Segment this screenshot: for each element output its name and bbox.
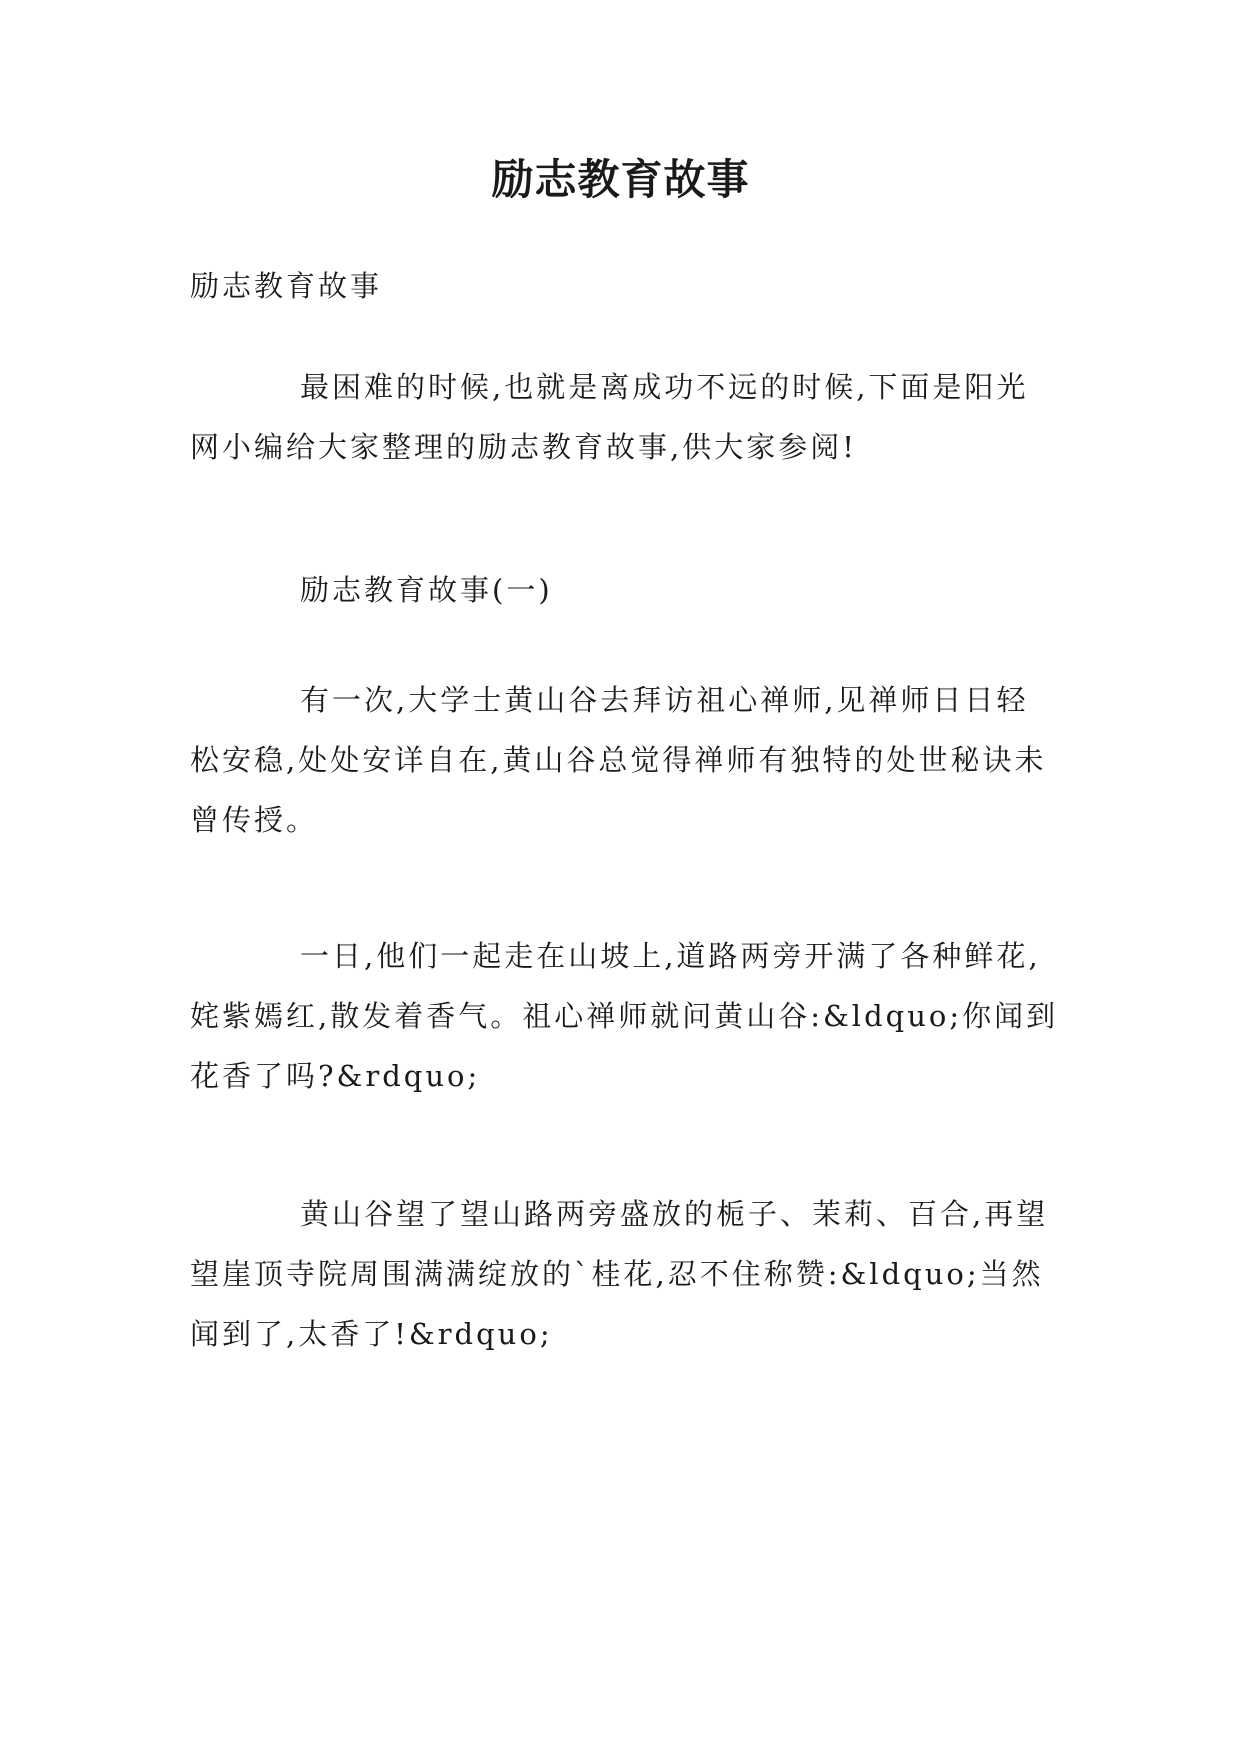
paragraph-section-heading: 励志教育故事(一): [300, 573, 553, 607]
paragraph-story-2: 一日,他们一起走在山坡上,道路两旁开满了各种鲜花,姹紫嫣红,散发着香气。祖心禅师就问黄山谷:&ldquo;你闻到花香了吗?&rdquo;: [190, 939, 1059, 1093]
paragraph-story-1: 有一次,大学士黄山谷去拜访祖心禅师,见禅师日日轻松安稳,处处安详自在,黄山谷总觉得禅师有独特的处世秘诀未曾传授。: [190, 683, 1047, 837]
paragraph-subtitle: 励志教育故事: [190, 269, 383, 303]
paragraph-story-3: 黄山谷望了望山路两旁盛放的栀子、茉莉、百合,再望望崖顶寺院周围满满绽放的`桂花,忍不住称赞:&ldquo;当然闻到了,太香了!&rdquo;: [190, 1197, 1049, 1351]
paragraph-intro: 最困难的时候,也就是离成功不远的时候,下面是阳光网小编给大家整理的励志教育故事,供大家参阅!: [190, 370, 1029, 464]
document-title: 励志教育故事: [491, 155, 750, 204]
